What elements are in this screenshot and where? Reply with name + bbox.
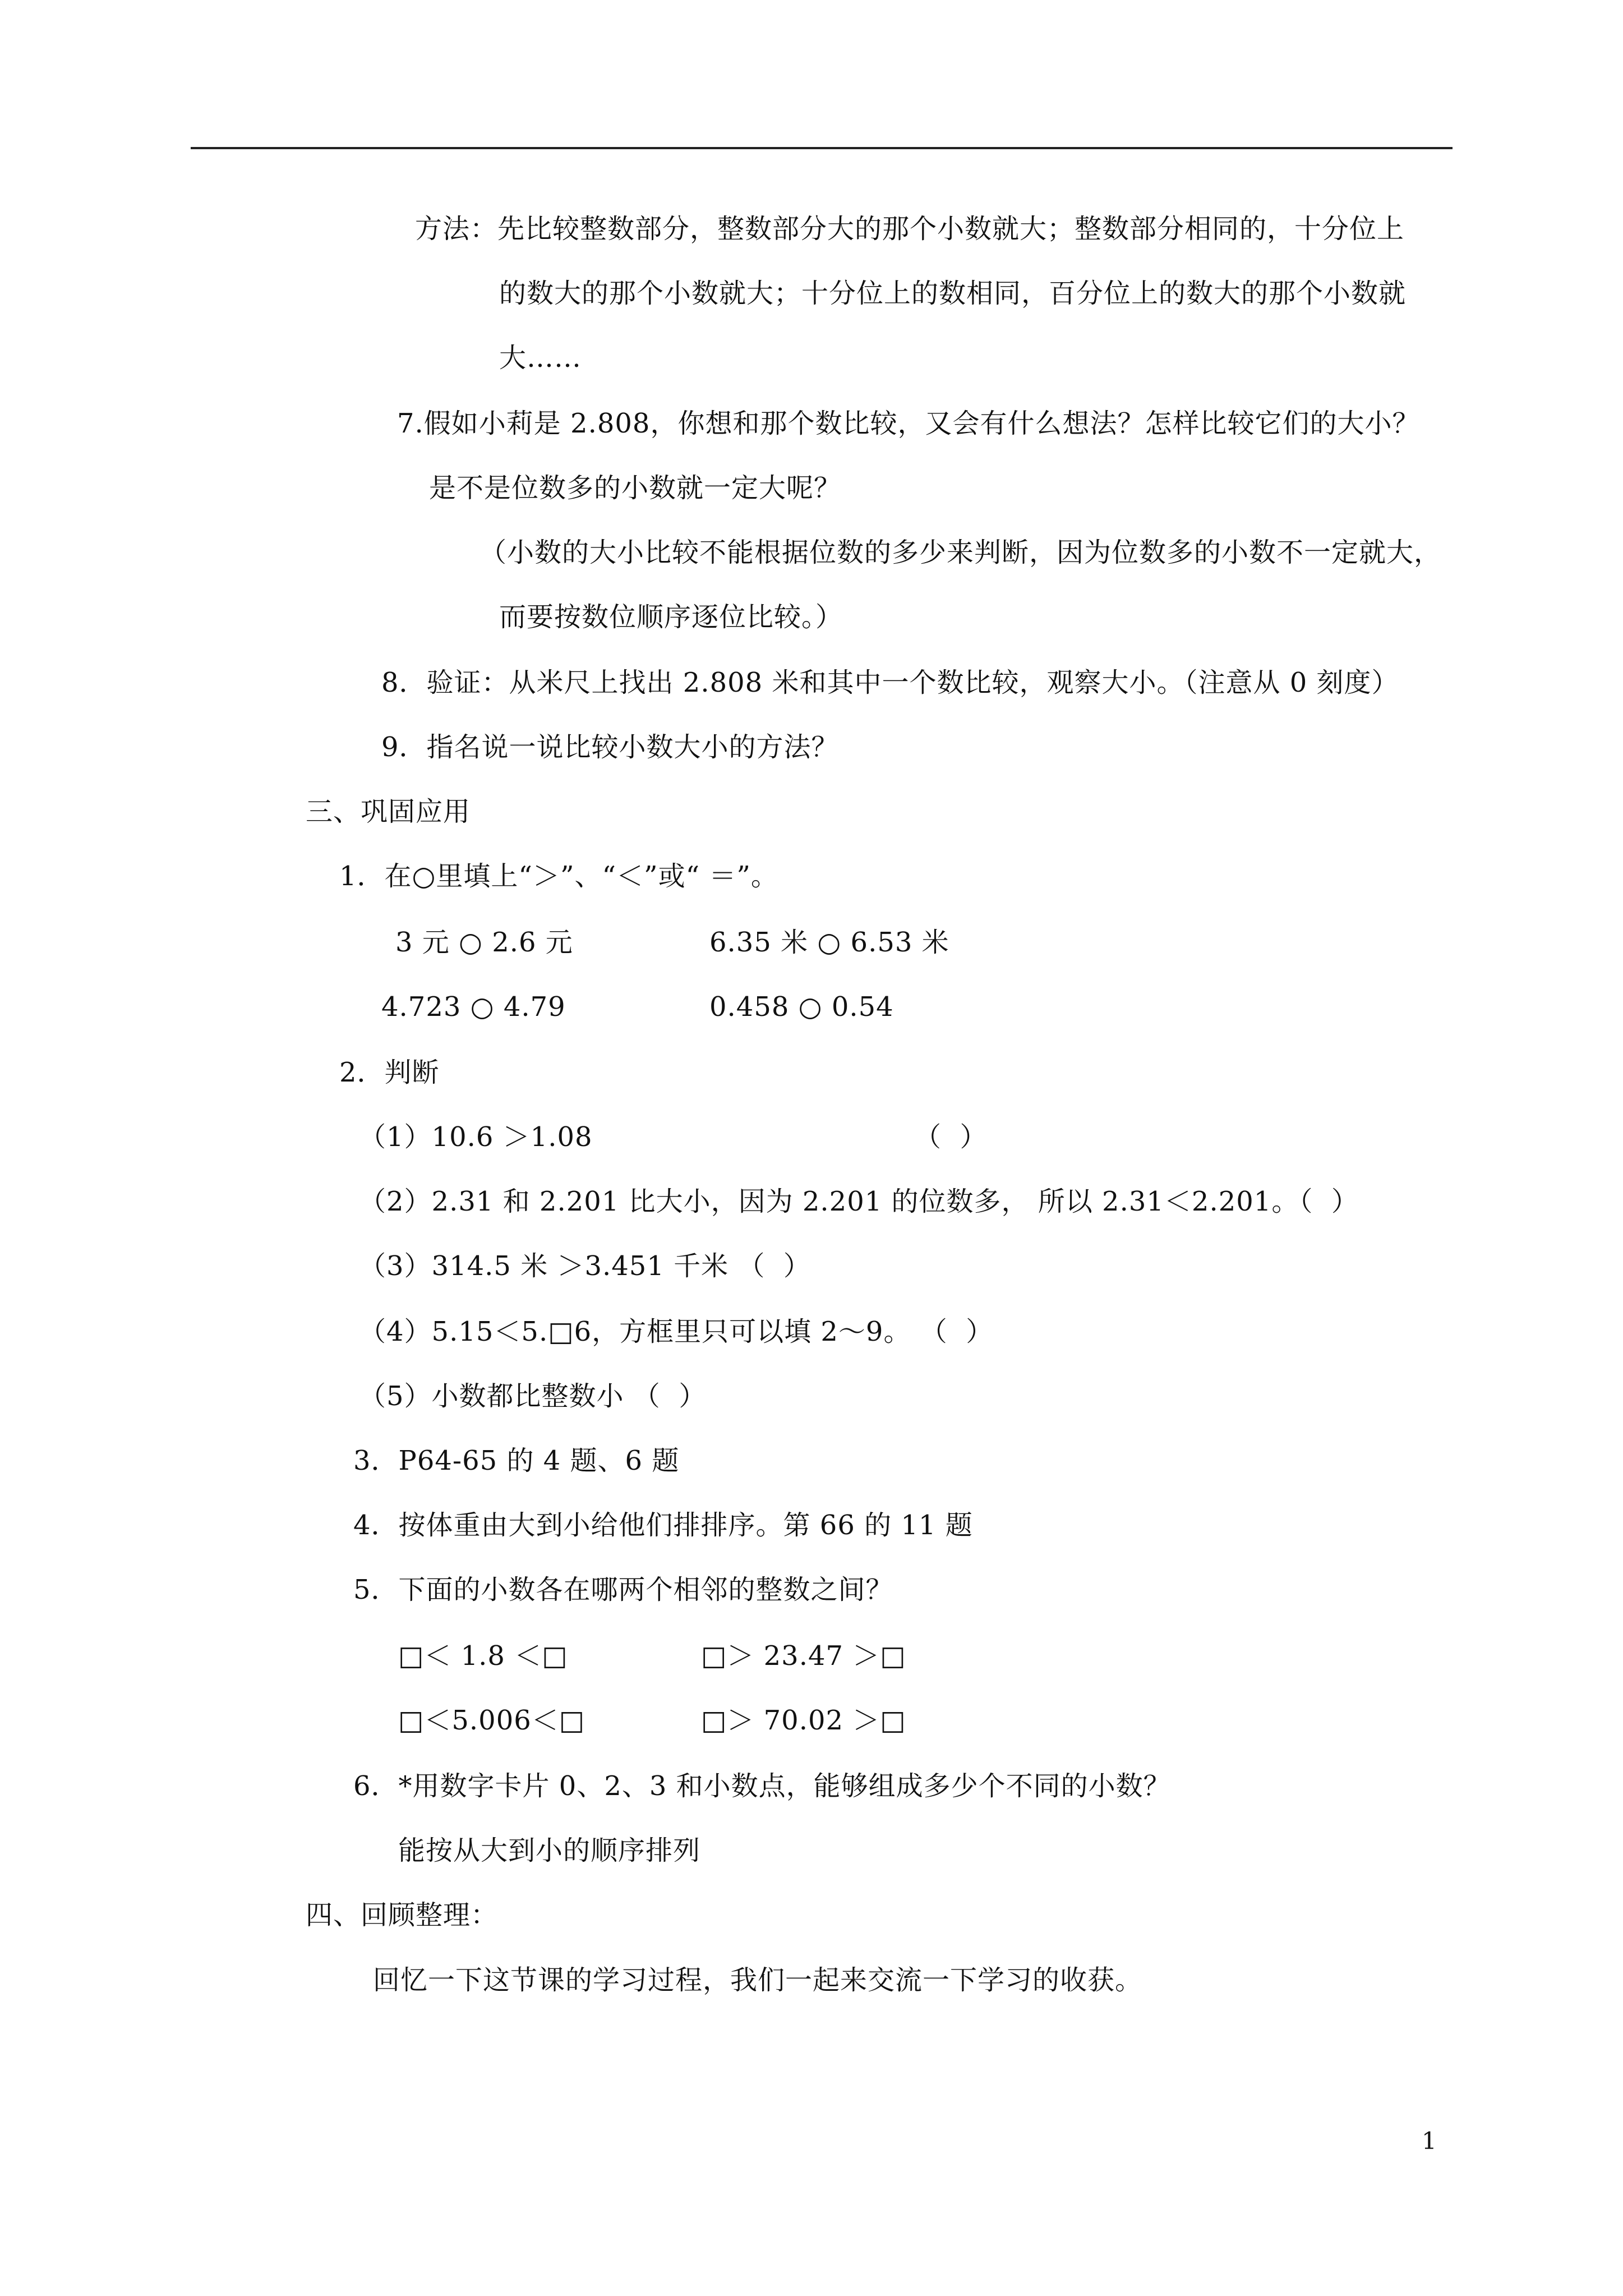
judge-2: （2）2.31 和 2.201 比大小，因为 2.201 的位数多， 所以 2.31＜2.201。（ ） <box>359 1186 1359 1217</box>
between-1: □＜ 1.8 ＜□ <box>398 1640 568 1672</box>
item-7-note-1: （小数的大小比较不能根据位数的多少来判断，因为位数多的小数不一定就大， <box>479 537 1442 568</box>
header-rule <box>191 147 1453 149</box>
judge-1: （1）10.6 ＞1.08 <box>359 1121 593 1153</box>
method-line-3: 大…… <box>499 342 582 374</box>
exercise-5: 5．下面的小数各在哪两个相邻的整数之间？ <box>353 1574 893 1605</box>
judge-3: （3）314.5 米 ＞3.451 千米 （ ） <box>359 1250 811 1282</box>
exercise-2: 2．判断 <box>339 1057 440 1088</box>
between-3: □＜5.006＜□ <box>398 1705 585 1736</box>
judge-4: （4）5.15＜5.□6，方框里只可以填 2～9。 （ ） <box>359 1316 994 1347</box>
exercise-6-line-1: 6．*用数字卡片 0、2、3 和小数点，能够组成多少个不同的小数？ <box>353 1770 1171 1802</box>
exercise-1: 1．在○里填上“＞”、“＜”或“ ＝”。 <box>339 861 778 892</box>
exercise-3: 3．P64-65 的 4 题、6 题 <box>353 1445 680 1476</box>
section-3-heading: 三、巩固应用 <box>306 796 471 827</box>
item-8: 8．验证：从米尺上找出 2.808 米和其中一个数比较，观察大小。（注意从 0 刻度） <box>381 667 1399 698</box>
judge-1-blank: （ ） <box>914 1121 988 1153</box>
exercise-6-line-2: 能按从大到小的顺序排列 <box>398 1835 701 1866</box>
item-7-note-2: 而要按数位顺序逐位比较。） <box>499 601 843 633</box>
judge-5: （5）小数都比整数小 （ ） <box>359 1381 707 1412</box>
exercise-4: 4．按体重由大到小给他们排排序。第 66 的 11 题 <box>353 1510 973 1541</box>
compare-4: 0.458 ○ 0.54 <box>709 991 894 1023</box>
item-9: 9．指名说一说比较小数大小的方法？ <box>381 731 839 763</box>
between-4: □＞ 70.02 ＞□ <box>701 1705 906 1736</box>
page-number: 1 <box>1422 2127 1437 2155</box>
between-2: □＞ 23.47 ＞□ <box>701 1640 906 1672</box>
item-7-line-2: 是不是位数多的小数就一定大呢？ <box>429 472 842 504</box>
compare-2: 6.35 米 ○ 6.53 米 <box>709 927 949 958</box>
section-4-heading: 四、回顾整理： <box>306 1899 499 1931</box>
compare-3: 4.723 ○ 4.79 <box>381 991 566 1023</box>
method-line-2: 的数大的那个小数就大；十分位上的数相同，百分位上的数大的那个小数就 <box>499 278 1407 309</box>
method-line-1: 方法：先比较整数部分，整数部分大的那个小数就大；整数部分相同的，十分位上 <box>415 213 1405 245</box>
compare-1: 3 元 ○ 2.6 元 <box>395 927 573 958</box>
review-text: 回忆一下这节课的学习过程，我们一起来交流一下学习的收获。 <box>373 1964 1143 1996</box>
item-7-line-1: 7.假如小莉是 2.808，你想和那个数比较，又会有什么想法？怎样比较它们的大小？ <box>397 408 1420 439</box>
